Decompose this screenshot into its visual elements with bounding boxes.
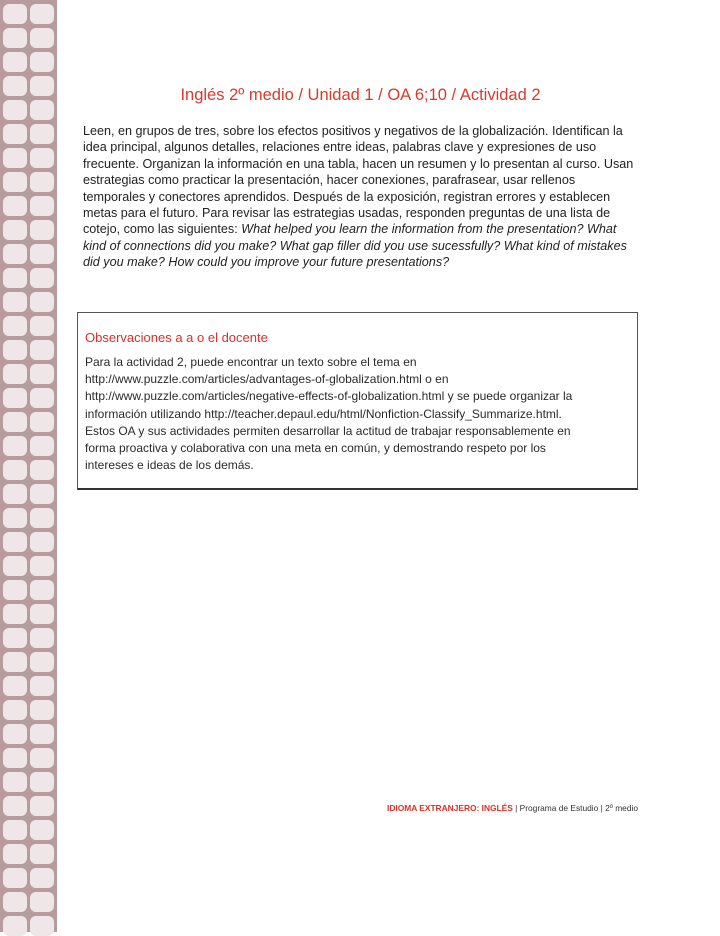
page-footer xyxy=(300,803,638,813)
observations-line: intereses e ideas de los demás. xyxy=(85,458,254,473)
sidebar-tile xyxy=(30,268,54,288)
observations-line: http://www.puzzle.com/articles/advantages-of-globalization.html o en xyxy=(85,372,449,387)
sidebar-tile xyxy=(3,628,27,648)
sidebar-tile xyxy=(3,100,27,120)
sidebar-tile xyxy=(30,460,54,480)
observations-title: Observaciones a a o el docente xyxy=(85,330,268,345)
sidebar-tile xyxy=(3,820,27,840)
activity-text: Leen, en grupos de tres, sobre los efectos positivos y negativos de la globalización. Identifican la idea principal, algunos detalles, relaciones entre ideas, palabras clave y expresiones de uso frecuente. Organizan la información en una tabla, hacen un resumen y lo presentan al curso. Usan estrategias como practicar la presentación, hacer conexiones, parafrasear, usar rellenos temporales y conectores aprendidos. Después de la exposición, registran errores y establecen metas para el futuro. Para revisar las estrategias usadas, responden preguntas de una lista de cotejo, como las siguientes: xyxy=(83,124,634,237)
sidebar-tile xyxy=(30,820,54,840)
sidebar-tile xyxy=(3,700,27,720)
sidebar-tile xyxy=(30,724,54,744)
sidebar-tile xyxy=(3,652,27,672)
sidebar-tile xyxy=(30,628,54,648)
sidebar-tile xyxy=(3,172,27,192)
sidebar-tile xyxy=(3,124,27,144)
sidebar-tile xyxy=(3,28,27,48)
sidebar-tile xyxy=(30,652,54,672)
sidebar-tile xyxy=(30,4,54,24)
sidebar-tile xyxy=(3,796,27,816)
sidebar-tile xyxy=(30,340,54,360)
sidebar-tile xyxy=(3,148,27,168)
sidebar-tile xyxy=(30,124,54,144)
sidebar-tile xyxy=(30,532,54,552)
sidebar-tile xyxy=(3,844,27,864)
sidebar-tile xyxy=(30,172,54,192)
sidebar-tile xyxy=(30,316,54,336)
sidebar-tile xyxy=(30,772,54,792)
sidebar-tile xyxy=(3,388,27,408)
sidebar-tile xyxy=(3,340,27,360)
sidebar-tile xyxy=(30,436,54,456)
sidebar-tile xyxy=(3,556,27,576)
sidebar-tile xyxy=(3,364,27,384)
sidebar-tile xyxy=(3,748,27,768)
decorative-sidebar xyxy=(0,0,57,932)
sidebar-tile xyxy=(3,220,27,240)
observations-line: Para la actividad 2, puede encontrar un texto sobre el tema en xyxy=(85,355,417,369)
sidebar-tile xyxy=(3,508,27,528)
sidebar-tile xyxy=(30,892,54,912)
sidebar-tile xyxy=(30,76,54,96)
sidebar-tile xyxy=(30,388,54,408)
sidebar-tile xyxy=(3,4,27,24)
sidebar-tile xyxy=(30,844,54,864)
sidebar-tile xyxy=(3,460,27,480)
sidebar-tile xyxy=(3,76,27,96)
sidebar-tile xyxy=(3,772,27,792)
sidebar-tile xyxy=(30,148,54,168)
sidebar-tile xyxy=(30,676,54,696)
sidebar-tile xyxy=(30,508,54,528)
sidebar-tile xyxy=(30,556,54,576)
sidebar-tile xyxy=(3,244,27,264)
sidebar-tile xyxy=(3,676,27,696)
sidebar-tile xyxy=(3,316,27,336)
sidebar-tile xyxy=(3,892,27,912)
footer-program: | Programa de Estudio | 2º medio xyxy=(512,803,638,813)
sidebar-tile xyxy=(30,412,54,432)
sidebar-tile xyxy=(30,868,54,888)
sidebar-tile xyxy=(3,436,27,456)
observations-text xyxy=(85,354,630,474)
sidebar-tile xyxy=(30,220,54,240)
observations-line: http://www.puzzle.com/articles/negative-effects-of-globalization.html y se puede organizar la xyxy=(85,389,573,404)
sidebar-tile xyxy=(3,724,27,744)
sidebar-tile xyxy=(30,52,54,72)
sidebar-tile xyxy=(30,796,54,816)
sidebar-tile xyxy=(3,916,27,936)
observations-line: información utilizando http://teacher.depaul.edu/html/Nonfiction-Classify_Summarize.html. xyxy=(85,406,562,421)
sidebar-tile xyxy=(30,916,54,936)
sidebar-tile xyxy=(30,100,54,120)
sidebar-tile xyxy=(3,868,27,888)
sidebar-tile xyxy=(30,244,54,264)
footer-subject: IDIOMA EXTRANJERO: INGLÉS xyxy=(387,803,513,813)
sidebar-tile xyxy=(30,580,54,600)
sidebar-tile xyxy=(30,700,54,720)
sidebar-tile xyxy=(30,748,54,768)
sidebar-tile xyxy=(30,364,54,384)
activity-questions: What helped you learn the information from the presentation? What kind of connections did you make? What gap filler did you use sucessfully? What kind of mistakes did you make? How could you improve your future presentations? xyxy=(83,222,627,270)
sidebar-tile xyxy=(30,28,54,48)
sidebar-tile xyxy=(30,196,54,216)
observations-line: Estos OA y sus actividades permiten desarrollar la actitud de trabajar responsablemente en xyxy=(85,423,571,438)
observations-line: forma proactiva y colaborativa con una meta en común, y demostrando respeto por los xyxy=(85,441,546,456)
sidebar-tile xyxy=(3,412,27,432)
sidebar-tile xyxy=(3,292,27,312)
sidebar-tile xyxy=(3,580,27,600)
sidebar-tile xyxy=(30,484,54,504)
sidebar-tile xyxy=(30,292,54,312)
sidebar-tile xyxy=(30,604,54,624)
page-title: Inglés 2º medio / Unidad 1 / OA 6;10 / Actividad 2 xyxy=(180,86,541,104)
sidebar-tile xyxy=(3,268,27,288)
sidebar-tile xyxy=(3,196,27,216)
sidebar-tile xyxy=(3,604,27,624)
activity-description xyxy=(83,123,638,271)
sidebar-tile xyxy=(3,484,27,504)
sidebar-tile xyxy=(3,52,27,72)
sidebar-tile xyxy=(3,532,27,552)
teacher-observations-box xyxy=(77,312,638,490)
